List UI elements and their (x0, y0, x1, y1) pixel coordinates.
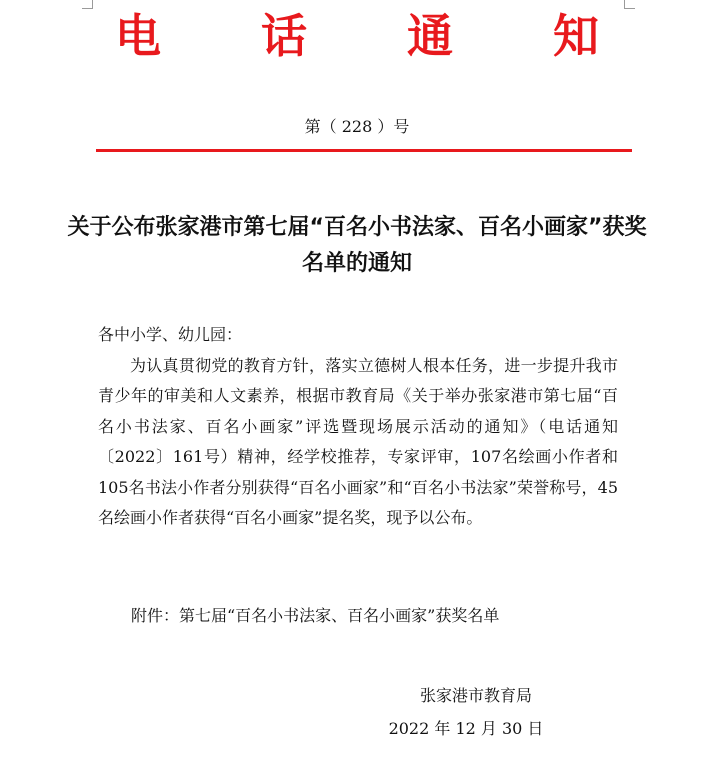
notice-body (98, 320, 618, 534)
document-heading: 电 话 通 知 (114, 9, 642, 63)
red-divider-line (96, 149, 632, 152)
attachment-line: 附件：第七届“百名小书法家、百名小画家”获奖名单 (131, 606, 500, 625)
issuing-authority: 张家港市教育局 (419, 686, 532, 705)
document-number: 第（ 228 ）号 (304, 117, 410, 136)
notice-title: 关于公布张家港市第七届“百名小书法家、百名小画家”获奖名单的通知 (67, 215, 647, 276)
issue-date: 2022 年 12 月 30 日 (388, 719, 544, 738)
body-paragraph: 为认真贯彻党的教育方针，落实立德树人根本任务，进一步提升我市青少年的审美和人文素养，根据市教育局《关于举办张家港市第七届“百名小书法家、百名小画家”评选暨现场展示活动的通知》（电话通知〔2022〕161号）精神，经学校推荐，专家评审，107名绘画小作者和105名书法小作者分别获得“百名小画家”和“百名小书法家”荣誉称号，45名绘画小作者获得“百名小画家”提名奖，现予以公布。 (98, 355, 618, 527)
salutation: 各中小学、幼儿园： (98, 325, 243, 344)
